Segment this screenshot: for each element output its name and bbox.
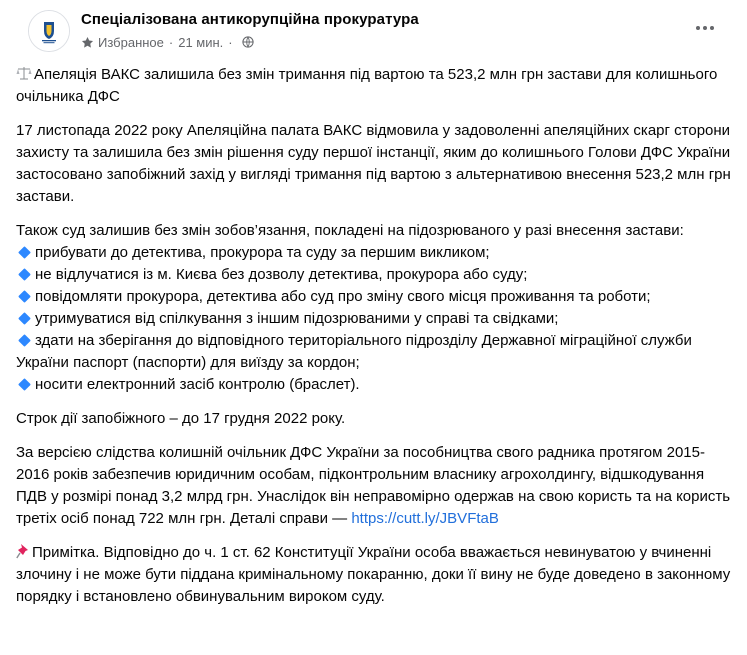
list-item: [16, 264, 736, 286]
paragraph-term: Строк дії запобіжного – до 17 грудня 2022 року.: [16, 410, 346, 427]
meta-separator: ·: [228, 34, 233, 50]
post-title-text: Апеляція ВАКС залишила без змін тримання під вартою та 523,2 млн грн застави для колишнього очільника ДФС: [16, 66, 718, 105]
list-item-text: прибувати до детектива, прокурора та суду за першим викликом;: [35, 244, 490, 261]
obligations-list: [16, 242, 736, 396]
list-item: [16, 242, 736, 264]
list-item: [16, 330, 736, 374]
paragraph-investigation: [16, 442, 736, 530]
post-header: [16, 0, 731, 58]
obligations-intro: Також суд залишив без змін зобов’язання, покладені на підозрюваного у разі внесення застави:: [16, 222, 684, 239]
list-item: [16, 308, 736, 330]
globe-icon[interactable]: [242, 36, 254, 48]
list-item-text: не відлучатися із м. Києва без дозволу детектива, прокурора або суду;: [35, 266, 528, 283]
list-item: [16, 374, 736, 396]
post-title: [16, 64, 736, 108]
more-options-button[interactable]: [691, 14, 719, 42]
page-avatar[interactable]: [28, 10, 70, 52]
pushpin-icon: [16, 543, 30, 559]
page-name[interactable]: Спеціалізована антикорупційна прокуратура: [81, 11, 419, 28]
post-time[interactable]: 21 мин.: [178, 34, 224, 50]
blue-diamond-icon: [18, 290, 31, 303]
list-item-text: повідомляти прокурора, детектива або суд про зміну свого місця проживання та роботи;: [35, 288, 651, 305]
star-icon: [81, 36, 94, 49]
case-details-link[interactable]: https://cutt.ly/JBVFtaB: [351, 510, 499, 527]
investigation-text: За версією слідства колишній очільник ДФС України за пособництва свого радника протягом 2015-2016 років забезпечив юридичним особам, підконтрольним власнику агрохолдингу, відшкодування ПДВ у розмірі понад 3,2 млрд грн. Унаслідок він неправомірно одержав на свою користь та на користь третіх осіб понад 722 млн грн. Деталі справи —: [16, 444, 731, 527]
blue-diamond-icon: [18, 246, 31, 259]
blue-diamond-icon: [18, 378, 31, 391]
paragraph-note: [16, 542, 736, 608]
scales-icon: [16, 66, 32, 80]
paragraph-decision: 17 листопада 2022 року Апеляційна палата ВАКС відмовила у задоволенні апеляційних скарг сторони захисту та залишила без змін рішення суду першої інстанції, яким до колишнього Голови ДФС України застосовано запобіжний захід у вигляді тримання під вартою з альтернативою внесення 523,2 млн грн застави.: [16, 122, 731, 205]
blue-diamond-icon: [18, 312, 31, 325]
sap-logo-icon: [29, 11, 69, 51]
paragraph-obligations: [16, 220, 736, 396]
post-body: [16, 64, 736, 620]
meta-separator: ·: [168, 34, 174, 50]
more-icon: [695, 25, 715, 31]
list-item-text: здати на зберігання до відповідного територіального підрозділу Державної міграційної служби України паспорт (паспорти) для виїзду за кордон;: [16, 332, 692, 371]
note-text: Примітка. Відповідно до ч. 1 ст. 62 Конституції України особа вважається невинуватою у вчиненні злочину і не може бути піддана кримінальному покаранню, доки її вину не буде доведено в законному порядку і встановлено обвинувальним вироком суду.: [16, 544, 731, 605]
list-item-text: утримуватися від спілкування з іншим підозрюваними у справі та свідками;: [35, 310, 559, 327]
list-item: [16, 286, 736, 308]
blue-diamond-icon: [18, 268, 31, 281]
post-meta: [81, 34, 254, 50]
favorite-label[interactable]: Избранное: [98, 34, 164, 50]
blue-diamond-icon: [18, 334, 31, 347]
list-item-text: носити електронний засіб контролю (браслет).: [35, 376, 360, 393]
